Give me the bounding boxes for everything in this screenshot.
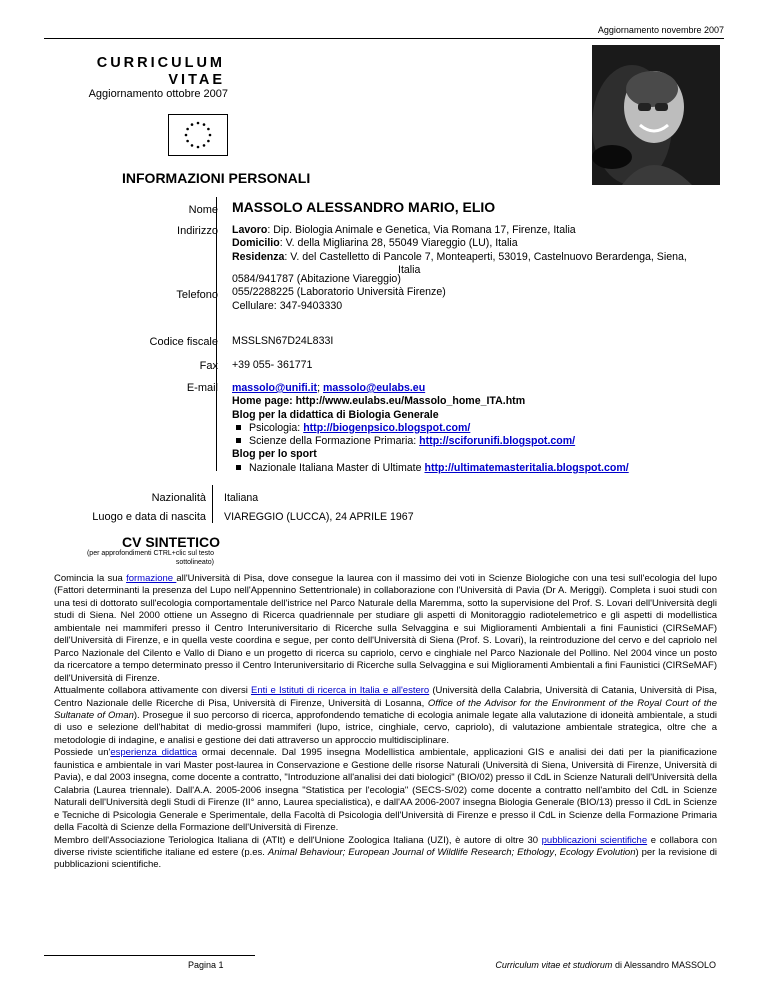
name-value: MASSOLO ALESSANDRO MARIO, ELIO <box>232 199 496 215</box>
phone-label: Telefono <box>176 289 218 301</box>
label-divider-2 <box>212 485 213 523</box>
email-link-eulabs[interactable]: massolo@eulabs.eu <box>322 382 426 394</box>
blog-ultimate-link[interactable]: http://ultimatemasteritalia.blogspot.com/ <box>424 461 629 474</box>
cv-paragraph-1: Comincia la sua formazione all'Università di Pisa, dove consegue la laurea con il massimo dei voti in Scienze Biologiche con una tesi sull'ecologia del lupo (Fattori determinanti la presenza del Lupo nell'Appennino Settentrionale) in collaborazione con l'Università di Pavia (Dr A. Meriggi). Completa i suoi studi con una tesi di dottorato sull'ecologia comportamentale dell'istrice nel Parco Naturale della Maremma, sotto la supervisione del Prof. S. Lovari dell'Università degli studi di Siena. Nel 2000 ottiene un Assegno di Ricerca quadriennale per studiare gli aspetti di Monitoraggio radiotelemetrico e gli aspetti di modellistica ambientale nei mammiferi presso il Centro Interuniversitario di Ricerche sulla Selvaggina e sui Miglioramenti Ambientali a fini Faunistici (CIRSeMAF) dell'Università di Firenze, e in quella veste coordina e segue, per conto dell'Università di Siena (Prof. S. Lovari), la reintroduzione del cervo e del capriolo nel Parco Nazionale del Cilento e Vallo di Diano e un progetto di ricerca su capriolo, cervo e cinghiale nel Parco Nazionale del Pollino. Nel 2004 vince un posto da ricercatore a tempo determinato presso il Centro Interuniversitario di Ricerche sulla Selvaggina e sui Miglioramenti Ambientali a fini Faunistici (CIRSeMAF) dell'Università di Firenze. <box>54 573 717 684</box>
label-divider <box>216 197 217 471</box>
footer-doc-title: Curriculum vitae et studiorum di Alessandro MASSOLO <box>495 960 716 970</box>
birth-label: Luogo e data di nascita <box>92 511 206 523</box>
email-label: E-mail <box>186 382 218 394</box>
nationality-label: Nazionalità <box>151 492 206 504</box>
profile-photo <box>592 45 720 185</box>
fax-label: Fax <box>199 360 218 372</box>
header-update-note: Aggiornamento novembre 2007 <box>597 25 724 35</box>
address-label: Indirizzo <box>177 225 218 237</box>
footer-page-number: Pagina 1 <box>188 960 224 970</box>
formazione-link[interactable]: formazione <box>126 573 177 584</box>
cv-note: (per approfondimenti CTRL+clic sul testo sottolineato) <box>86 550 214 566</box>
fiscal-code-label: Codice fiscale <box>149 336 218 348</box>
header-divider <box>44 38 724 39</box>
email-link-unifi[interactable]: massolo@unifi.it <box>232 382 318 394</box>
blog-didactic-heading: Blog per la didattica di Biologia Generale <box>232 408 439 421</box>
contact-block: massolo@unifi.it; massolo@eulabs.eu Home page: http://www.eulabs.eu/Massolo_home_ITA.htm Blog per la didattica di Biologia Generale Psicologia: http://biogenpsico.blogspot.com/ Scienze della Formazione Primaria: http://sciforunifi.blogspot.com/ Blog per lo sport Nazionale Italiana Master di Ultimate http://ultimatemasteritalia.blogspot.com/ <box>232 382 629 474</box>
cv-paragraph-3: Possiede un'esperienza didattica ormai decennale. Dal 1995 insegna Modellistica ambientale, applicazioni GIS e analisi dei dati per la pianificazione faunistica e ambientale in vari Master post-laurea in Conservazione e Gestione delle risorse Naturali (Università di Siena, Università di Firenze, Università di Pavia), e dal 2003 insegna, come docente a contratto, "Introduzione all'analisi dei dati biologici" (BIO/02) presso il CdL in Scienze Naturali dell'Università della Calabria (Laurea triennale). Dall'A.A. 2005-2006 insegna "Statistica per l'ecologia" (SECS-S/02) come docente a contratto nell'ambito del CdL in Scienze Naturali dell'Università degli Studi di Firenze (II° anno, Laurea specialistica), e dall'AA 2006-2007 insegna Biologia Generale (BIO/13) presso il CdL in Scienze e Tecniche di Psicologia Generale e Sperimentale, della Facoltà di Psicologia dell'Università di Firenze e presso il CdL in Scienze della Formazione Primaria della Facoltà di Scienze della Formazione dell'Università di Firenze. <box>54 747 717 834</box>
blog-psico-link[interactable]: http://biogenpsico.blogspot.com/ <box>303 421 471 434</box>
birth-value: VIAREGGIO (LUCCA), 24 APRILE 1967 <box>224 511 414 523</box>
cv-paragraph-4: Membro dell'Associazione Teriologica Italiana di (ATIt) e dell'Unione Zoologica Italiana (UZI), è autore di oltre 30 pubblicazioni scientifiche e collabora con diverse riviste scientifiche italiane ed estere (p.es. Animal Behaviour; European Journal of Wildlife Research; Ethology, Ecology Evolution) per la revisione di pubblicazioni scientifiche. <box>54 834 717 871</box>
name-label: Nome <box>188 204 218 216</box>
pubblicazioni-link[interactable]: pubblicazioni scientifiche <box>541 834 648 846</box>
cv-subtitle: Aggiornamento ottobre 2007 <box>88 88 228 100</box>
bullet-icon <box>236 438 241 443</box>
blog-sci-link[interactable]: http://sciforunifi.blogspot.com/ <box>419 435 576 448</box>
homepage-text: Home page: http://www.eulabs.eu/Massolo_home_ITA.htm <box>232 395 526 408</box>
fiscal-code-value: MSSLSN67D24L833I <box>232 335 334 347</box>
footer-divider <box>44 955 255 956</box>
bullet-icon <box>236 425 241 430</box>
cv-title: CURRICULUM VITAE <box>96 55 225 88</box>
nationality-value: Italiana <box>224 492 259 504</box>
phone-block: 0584/941787 (Abitazione Viareggio) 055/2288225 (Laboratorio Università Firenze) Cellulare: 347-9403330 <box>232 273 446 312</box>
eu-flag-icon <box>168 114 228 156</box>
blog-psico-item: Psicologia: http://biogenpsico.blogspot.com/ <box>232 422 629 435</box>
cv-paragraph-2: Attualmente collabora attivamente con diversi Enti e Istituti di ricerca in Italia e all'estero (Università della Calabria, Università di Catania, Università di Pisa, Centro Nazionale delle Ricerche di Pisa, Università di Firenze, Università di Losanna, Office of the Advisor for the Environment of the Royal Court of the Sultanate of Oman). Prosegue il suo percorso di ricerca, approfondendo tematiche di ecologia animale legate alla valutazione di idoneità ambientale, a studi di uso e selezione dell'habitat di medio-grossi mammiferi (lupo, istrice, cinghiale, cervo, capriolo), di valutazione ambientale strategica, oltre che a metodologie di indagine, e analisi e gestione dei dati attraverso un approccio multidisciplinare. <box>54 685 718 746</box>
blog-ultimate-item: Nazionale Italiana Master di Ultimate http://ultimatemasteritalia.blogspot.com/ <box>232 462 629 475</box>
esperienza-didattica-link[interactable]: esperienza didattica <box>110 747 198 759</box>
section-cv-summary: CV SINTETICO <box>122 534 221 550</box>
fax-value: +39 055- 361771 <box>232 359 313 371</box>
cv-body <box>54 573 717 872</box>
blog-sport-heading: Blog per lo sport <box>232 448 317 461</box>
bullet-icon <box>236 465 241 470</box>
enti-istituti-link[interactable]: Enti e Istituti di ricerca in Italia e all'estero <box>250 685 430 697</box>
section-personal-info: INFORMAZIONI PERSONALI <box>122 170 311 186</box>
address-block: Lavoro: Dip. Biologia Animale e Genetica, Via Romana 17, Firenze, Italia Domicilio: V. della Migliarina 28, 55049 Viareggio (LU), Italia Residenza: V. del Castelletto di Pancole 7, Monteaperti, 53019, Castelnuovo Berardenga, Siena, Italia <box>232 224 687 276</box>
blog-sci-item: Scienze della Formazione Primaria: http://sciforunifi.blogspot.com/ <box>232 435 629 448</box>
